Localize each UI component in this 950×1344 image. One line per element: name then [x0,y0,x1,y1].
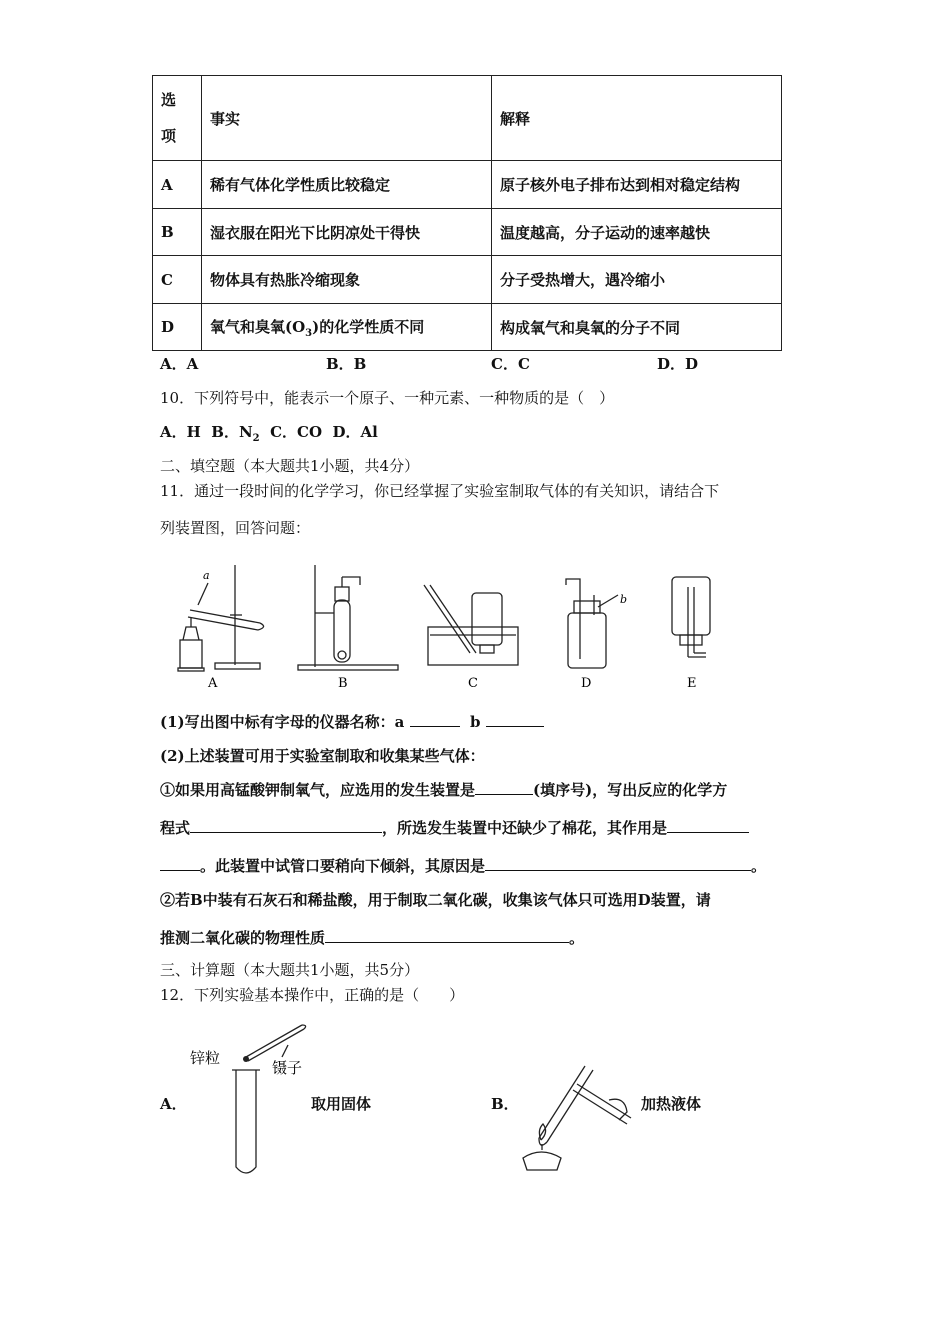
header-option-1: 选 [161,91,177,109]
row-fact: 物体具有热胀冷缩现象 [202,256,492,304]
q10-choices [160,422,378,449]
blank-tilt-reason[interactable] [485,856,751,871]
table-row [153,161,782,209]
apparatus-a [178,565,264,671]
table-row [153,209,782,256]
q10-choice-b-text: B．N [211,423,253,441]
q11-part2: (2)上述装置可用于实验室制取和收集某些气体： [160,747,485,765]
q10-choice-d[interactable]: D．Al [332,423,378,441]
q11-part2b-text1: 推测二氧化碳的物理性质 [160,929,326,947]
header-fact: 事实 [202,76,492,161]
header-option-2: 项 [161,127,177,145]
header-explain: 解释 [492,76,782,161]
row-explain: 温度越高，分子运动的速率越快 [492,209,782,256]
heating-liquid-figure [515,1060,640,1180]
q9-choice-b[interactable]: B．B [326,355,367,373]
blank-co2-property[interactable] [325,928,569,943]
q11-part2a-line2 [160,818,749,838]
row-explain: 分子受热增大，遇冷缩小 [492,256,782,304]
q12-choice-b-caption: 加热液体 [641,1095,702,1113]
section-2-title: 二、填空题（本大题共1小题，共4分） [160,457,420,475]
q10-choice-b-sub: 2 [252,433,260,444]
table-row [153,304,782,351]
blank-a[interactable] [410,712,460,727]
blank-equation[interactable] [190,818,382,833]
q11-stem-line1: 11．通过一段时间的化学学习，你已经掌握了实验室制取气体的有关知识，请结合下 [160,482,720,500]
tweezers-tube-figure [190,1015,320,1185]
explanation-table [152,75,782,351]
q12-choice-a-caption: 取用固体 [311,1095,372,1113]
q11-part1 [160,712,544,732]
blank-cotton-purpose-cont[interactable] [160,856,200,871]
row-option: B [153,209,202,256]
label-b: b [620,593,628,606]
apparatus-c [424,585,518,665]
q11-part1-text: (1)写出图中标有字母的仪器名称：a [160,713,405,731]
q10-choice-c[interactable]: C．CO [270,423,323,441]
row-fact [202,304,492,351]
q12-choice-b-label[interactable]: B． [491,1095,519,1113]
q11-part1-b: b [470,713,481,731]
apparatus-e [672,577,710,657]
caption-d: D [581,676,592,691]
apparatus-b [298,565,398,670]
blank-cotton-purpose[interactable] [667,818,749,833]
section-3-title: 三、计算题（本大题共1小题，共5分） [160,961,420,979]
table-header-row [153,76,782,161]
fact-text-post: )的化学性质不同 [312,317,425,336]
q9-choice-d[interactable]: D．D [657,355,699,373]
q10-choice-a[interactable]: A．H [160,423,201,441]
row-option: C [153,256,202,304]
q9-choice-a[interactable]: A．A [160,355,199,373]
q11-part2a-text1: ①如果用高锰酸钾制氧气，应选用的发生装置是 [160,781,476,799]
apparatus-figure [150,555,760,695]
label-zinc: 锌粒 [190,1049,221,1067]
q11-part2a-text6: 。 [751,857,767,875]
caption-e: E [687,676,697,691]
table-row [153,256,782,304]
q12-stem: 12．下列实验基本操作中，正确的是（ ） [160,986,465,1004]
blank-b[interactable] [486,712,544,727]
caption-b: B [338,676,348,691]
fact-text-pre: 氧气和臭氧(O [210,317,306,336]
q12-figure-a [190,1015,320,1185]
apparatus-d [566,579,618,668]
q10-choice-b[interactable] [211,423,260,444]
row-explain: 构成氧气和臭氧的分子不同 [492,304,782,351]
q11-part2a-text5: 。此装置中试管口要稍向下倾斜，其原因是 [200,857,486,875]
caption-a: A [208,676,218,691]
zinc-granule [243,1056,249,1062]
row-explain: 原子核外电子排布达到相对稳定结构 [492,161,782,209]
caption-c: C [468,676,478,691]
row-fact: 湿衣服在阳光下比阴凉处干得快 [202,209,492,256]
q9-choice-c[interactable]: C．C [491,355,530,373]
q11-part2a-text3: 程式 [160,819,191,837]
q11-part2a-line3 [160,856,766,876]
q11-part2b-line2 [160,928,584,948]
q11-part2b-line1: ②若B中装有石灰石和稀盐酸，用于制取二氧化碳，收集该气体只可选用D装置，请 [160,891,711,909]
fact-subscript: 3 [305,327,313,339]
blank-device[interactable] [475,780,533,795]
q12-choice-a-label[interactable]: A． [160,1095,187,1113]
q10-stem: 10．下列符号中，能表示一个原子、一种元素、一种物质的是（ ） [160,389,615,407]
q11-part2a-text4: ，所选发生装置中还缺少了棉花，其作用是 [382,819,668,837]
row-fact: 稀有气体化学性质比较稳定 [202,161,492,209]
label-a: a [203,569,210,582]
q11-part2a-line1 [160,780,727,800]
label-tweezers: 镊子 [272,1059,303,1077]
q11-stem-line2: 列装置图，回答问题： [160,519,311,537]
q11-part2a-text2: (填序号)，写出反应的化学方 [533,781,728,799]
header-option [153,76,202,161]
row-option: D [153,304,202,351]
row-option: A [153,161,202,209]
q11-part2b-text2: 。 [569,929,585,947]
